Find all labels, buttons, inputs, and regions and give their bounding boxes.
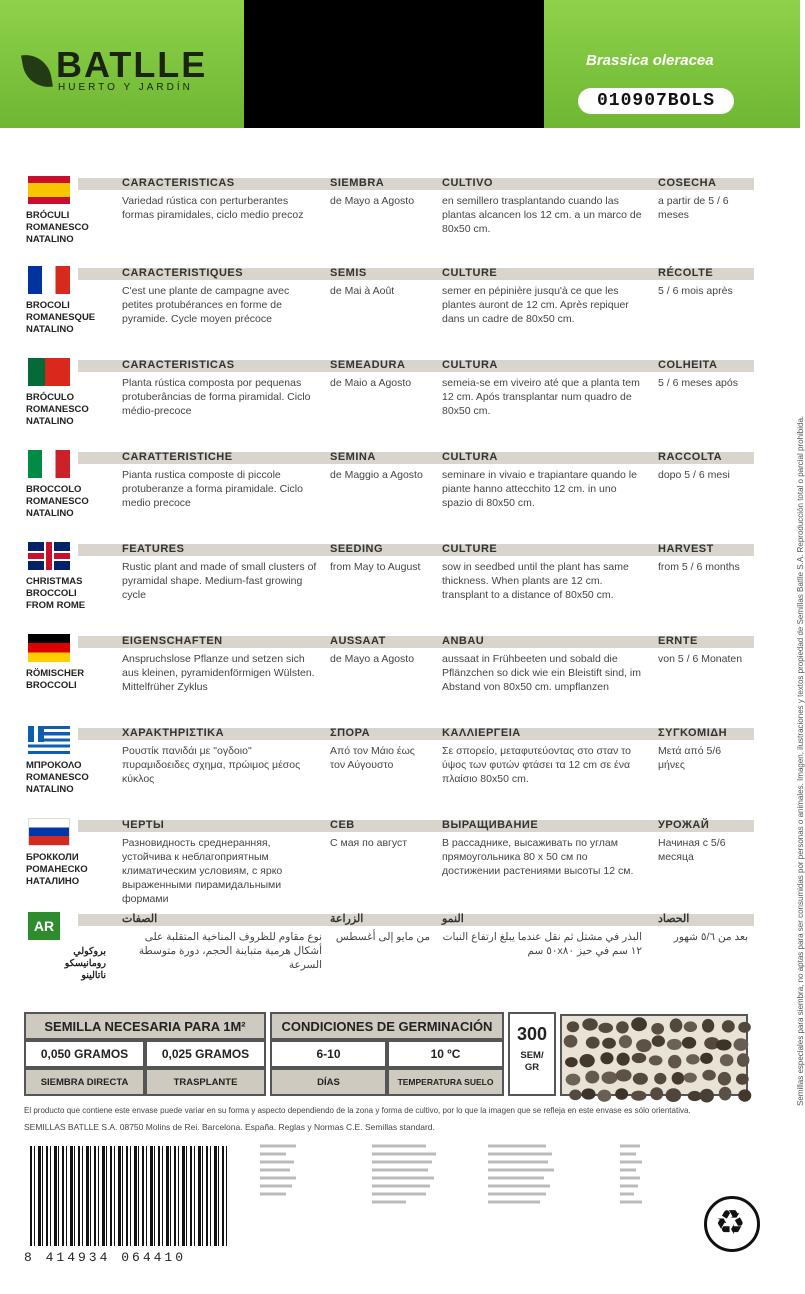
header-banner bbox=[0, 0, 800, 128]
seed bbox=[633, 1073, 648, 1085]
seed bbox=[688, 1091, 702, 1101]
seed bbox=[600, 1052, 613, 1064]
seed bbox=[567, 1021, 579, 1032]
cultivation-heading: CULTURA bbox=[442, 359, 498, 371]
variety-name-line: BRÓCULO bbox=[26, 392, 75, 403]
seeds-count: 300 bbox=[516, 1024, 548, 1044]
variety-name-line: رومانيسكو bbox=[64, 958, 106, 969]
disclaimer-text: El producto que contiene este envase puede variar en su forma y aspecto dependiendo de la zona y forma de cultivo, por lo que la imagen que se refleja en este envase es sólo orientativa. bbox=[24, 1106, 691, 1115]
characteristics-text: Разновидность среднеранняя, устойчива к неблагоприятным климатическим условиям, с ярко выраженными пирамидальными формами bbox=[122, 837, 283, 905]
sowing-heading: SIEMBRA bbox=[330, 177, 385, 189]
variety-name-line: NATALINO bbox=[26, 784, 74, 795]
seed bbox=[598, 1023, 613, 1033]
variety-name-line: BROCOLI bbox=[26, 300, 70, 311]
seed bbox=[719, 1087, 732, 1101]
sowing-heading: SEMEADURA bbox=[330, 359, 406, 371]
variety-name bbox=[26, 484, 106, 520]
harvest-heading: ΣΥΓΚΟΜΙΔΗ bbox=[658, 727, 728, 739]
seed bbox=[722, 1020, 735, 1032]
characteristics-text: Rustic plant and made of small clusters of pyramidal shape. Medium-fast growing cycle bbox=[122, 561, 317, 601]
variety-name-line: ROMANESCO bbox=[26, 496, 89, 507]
harvest-heading: УРОЖАЙ bbox=[658, 819, 710, 831]
characteristics-heading: CARACTERISTICAS bbox=[122, 359, 235, 371]
seed bbox=[565, 1057, 578, 1067]
transplant-grams: 0,025 GRAMOS bbox=[161, 1047, 250, 1061]
variety-name-line: NATALINO bbox=[26, 416, 74, 427]
harvest-text: بعد من ٥/٦ شهور bbox=[673, 931, 748, 943]
days-label: DÍAS bbox=[317, 1077, 340, 1088]
characteristics-text: Ρουστίκ πανιδάι με "ογδοιο" πυραμιδοειδες σχημα, πρώιμος μέσος κύκλος bbox=[122, 745, 301, 785]
flag-es-icon bbox=[28, 176, 70, 204]
variety-name-line: NATALINO bbox=[26, 508, 74, 519]
seed bbox=[670, 1018, 683, 1032]
variety-name bbox=[26, 852, 106, 888]
language-block-ru bbox=[24, 818, 754, 906]
flag-ar-icon: AR bbox=[28, 912, 60, 940]
cultivation-heading: ANBAU bbox=[442, 635, 485, 647]
variety-name-line: РОМАНЕСКО bbox=[26, 864, 88, 875]
variety-name-line: بروكولي bbox=[73, 946, 106, 957]
variety-name-line: ΜΠΡΟΚΟΛΟ bbox=[26, 760, 82, 771]
seed bbox=[597, 1090, 611, 1102]
cultivation-heading: النمو bbox=[442, 913, 464, 925]
direct-sowing-label: SIEMBRA DIRECTA bbox=[40, 1077, 129, 1088]
flag-fr-icon bbox=[28, 266, 70, 294]
seed bbox=[672, 1072, 685, 1085]
language-block-gb bbox=[24, 542, 754, 630]
seed-needed-title: SEMILLA NECESARIA PARA 1M² bbox=[44, 1019, 246, 1034]
harvest-heading: RACCOLTA bbox=[658, 451, 723, 463]
seed bbox=[586, 1037, 600, 1049]
harvest-text: Μετά από 5/6 μήνες bbox=[658, 745, 722, 771]
characteristics-heading: الصفات bbox=[122, 913, 158, 925]
seed bbox=[616, 1069, 632, 1081]
green-dot-recycle-icon: ♻ bbox=[704, 1196, 760, 1252]
variety-name-line: ROMANESCO bbox=[26, 404, 89, 415]
variety-name-line: НАТАЛИНО bbox=[26, 876, 80, 887]
sowing-text: С мая по август bbox=[330, 837, 408, 849]
variety-name-line: ROMANESCO bbox=[26, 772, 89, 783]
characteristics-heading: CARACTERISTICAS bbox=[122, 177, 235, 189]
variety-name-line: BROCCOLI bbox=[26, 680, 77, 691]
characteristics-text: Pianta rustica composte di piccole protuberanze a forma piramidale. Ciclo medio precoce bbox=[122, 469, 303, 509]
seed bbox=[582, 1018, 598, 1030]
sowing-text: Από τον Μάιο έως τον Αύγουστο bbox=[330, 745, 415, 771]
cultivation-heading: ΚΑΛΛΙΕΡΓΕΙΑ bbox=[442, 727, 521, 739]
seed bbox=[654, 1073, 666, 1084]
sowing-heading: SEEDING bbox=[330, 543, 384, 555]
language-block-gr bbox=[24, 726, 754, 814]
cultivation-heading: CULTURA bbox=[442, 451, 498, 463]
characteristics-heading: ЧЕРТЫ bbox=[122, 819, 165, 831]
variety-name-line: FROM ROME bbox=[26, 600, 86, 611]
variety-name bbox=[26, 668, 106, 692]
seed bbox=[684, 1073, 697, 1083]
seed bbox=[649, 1055, 663, 1065]
sowing-heading: AUSSAAT bbox=[330, 635, 386, 647]
characteristics-heading: CARACTERISTIQUES bbox=[122, 267, 244, 279]
cultivation-heading: CULTIVO bbox=[442, 177, 493, 189]
harvest-heading: COSECHA bbox=[658, 177, 717, 189]
variety-name-line: ناتالينو bbox=[81, 970, 106, 981]
seed bbox=[636, 1039, 651, 1052]
variety-name-line: RÖMISCHER bbox=[26, 668, 85, 679]
seed bbox=[700, 1089, 714, 1103]
flag-pt-icon bbox=[28, 358, 70, 386]
seed bbox=[718, 1072, 731, 1086]
variety-name-line: NATALINO bbox=[26, 324, 74, 335]
seed bbox=[579, 1054, 594, 1067]
language-block-ar bbox=[24, 912, 754, 1000]
brand-name: BATLLE bbox=[56, 44, 208, 85]
seed bbox=[564, 1035, 578, 1048]
language-block-de bbox=[24, 634, 754, 722]
barcode-number: 8 414934 064410 bbox=[24, 1250, 187, 1265]
seed bbox=[666, 1088, 682, 1102]
seed bbox=[650, 1087, 663, 1100]
seed bbox=[632, 1053, 646, 1063]
seed bbox=[738, 1022, 751, 1033]
cultivation-heading: ВЫРАЩИВАНИЕ bbox=[442, 819, 539, 831]
characteristics-text: C'est une plante de campagne avec petites protubérances en forme de pyramide. Cycle moyen précoce bbox=[122, 285, 290, 325]
flag-it-icon bbox=[28, 450, 70, 478]
sowing-text: de Mai à Août bbox=[330, 285, 395, 297]
seed bbox=[569, 1090, 581, 1101]
harvest-heading: COLHEITA bbox=[658, 359, 718, 371]
barcode-bars bbox=[30, 1146, 230, 1246]
seed bbox=[631, 1017, 647, 1031]
seed bbox=[668, 1055, 681, 1069]
leaf-icon bbox=[21, 51, 53, 91]
cultivation-text: aussaat in Frühbeeten und sobald die Pflänzchen so dick wie ein Bleistift sind, im Abstand von 80x50 cm. umpflanzen bbox=[442, 653, 642, 693]
cultivation-text: en semillero trasplantando cuando las plantas alcancen los 12 cm. a un marco de 80x50 cm. bbox=[442, 195, 642, 235]
seed bbox=[738, 1089, 751, 1101]
cultivation-text: seminare in vivaio e trapiantare quando le piante hanno attecchito 12 cm. in uno spazio di 80x50 cm. bbox=[442, 469, 637, 509]
sowing-heading: SEMIS bbox=[330, 267, 367, 279]
seed bbox=[720, 1054, 734, 1066]
variety-name-line: CHRISTMAS bbox=[26, 576, 83, 587]
direct-sowing-grams: 0,050 GRAMOS bbox=[40, 1047, 129, 1061]
conditions-title: CONDICIONES DE GERMINACIÓN bbox=[281, 1019, 493, 1034]
harvest-heading: ERNTE bbox=[658, 635, 698, 647]
brand-subtitle: HUERTO Y JARDÍN bbox=[58, 82, 193, 93]
characteristics-heading: FEATURES bbox=[122, 543, 185, 555]
soil-temperature: 10 ºC bbox=[430, 1047, 461, 1061]
variety-name bbox=[26, 760, 106, 796]
cultivation-text: Σε σπορείο, μεταφυτεύοντας στο σταν το ύψος των φυτών φτάσει τα 12 cm σε ένα πλαίσιο 80x50 cm. bbox=[442, 745, 632, 785]
language-block-it bbox=[24, 450, 754, 538]
seed bbox=[702, 1070, 716, 1081]
characteristics-heading: CARATTERISTICHE bbox=[122, 451, 233, 463]
variety-name bbox=[26, 392, 106, 428]
packet-window bbox=[244, 0, 544, 128]
harvest-text: from 5 / 6 months bbox=[658, 561, 740, 573]
seed bbox=[581, 1088, 595, 1099]
cultivation-text: В рассаднике, высаживать по углам прямоугольника 80 х 50 см по достижении растениями высоты 12 см. bbox=[442, 837, 634, 877]
seed bbox=[716, 1039, 732, 1050]
seed bbox=[617, 1053, 630, 1066]
characteristics-text: Variedad rústica con perturberantes formas piramidales, ciclo medio precoz bbox=[122, 195, 304, 221]
sowing-text: de Maggio a Agosto bbox=[330, 469, 423, 481]
cultivation-heading: CULTURE bbox=[442, 267, 498, 279]
cultivation-text: البذر في مشتل ثم نقل عندما يبلغ ارتفاع النبات ١٢ سم في حيز ٥٠x٨٠ سم bbox=[442, 931, 642, 957]
seeds-photo bbox=[560, 1014, 748, 1096]
seed bbox=[566, 1074, 581, 1086]
seeds-unit-1: SEM/ bbox=[520, 1050, 544, 1061]
variety-name-line: NATALINO bbox=[26, 234, 74, 245]
harvest-text: 5 / 6 meses após bbox=[658, 377, 738, 389]
cultivation-text: sow in seedbed until the plant has same thickness. When plants are 12 cm. transplant to a distance of 80x50 cm. bbox=[442, 561, 629, 601]
seed bbox=[736, 1073, 749, 1084]
cultivation-heading: CULTURE bbox=[442, 543, 498, 555]
seed bbox=[652, 1035, 665, 1046]
seed bbox=[667, 1039, 682, 1050]
lot-info-lines bbox=[256, 1142, 676, 1216]
seed bbox=[686, 1054, 699, 1064]
harvest-heading: الحصاد bbox=[658, 913, 690, 925]
flag-gb-icon bbox=[28, 542, 70, 570]
product-code: 010907BOLS bbox=[578, 88, 734, 114]
sowing-heading: ΣΠΟΡΑ bbox=[330, 727, 371, 739]
flag-de-icon bbox=[28, 634, 70, 662]
seed bbox=[585, 1071, 599, 1084]
seed bbox=[682, 1037, 696, 1049]
flag-ru-icon bbox=[28, 818, 70, 846]
species-name: Brassica oleracea bbox=[586, 52, 714, 69]
heading-bar bbox=[78, 820, 754, 832]
seed bbox=[602, 1038, 616, 1049]
harvest-text: Начиная с 5/6 месяца bbox=[658, 837, 726, 863]
variety-name bbox=[26, 576, 106, 612]
characteristics-text: Planta rústica composta por pequenas protuberâncias de forma piramidal. Ciclo médio-precoce bbox=[122, 377, 311, 417]
sowing-text: de Maio a Agosto bbox=[330, 377, 412, 389]
harvest-text: dopo 5 / 6 mesi bbox=[658, 469, 730, 481]
characteristics-text: Anspruchslose Pflanze und setzen sich aus kleinen, pyramidenförmigen Wülsten. Mittelfrüher Zyklus bbox=[122, 653, 315, 693]
seed bbox=[651, 1023, 664, 1035]
seed bbox=[615, 1088, 628, 1100]
seed bbox=[702, 1019, 714, 1033]
harvest-heading: RÉCOLTE bbox=[658, 267, 714, 279]
variety-name bbox=[26, 946, 106, 982]
harvest-text: 5 / 6 mois après bbox=[658, 285, 733, 297]
sowing-text: de Mayo a Agosto bbox=[330, 653, 415, 665]
side-legal-text: Semillas especiales para siembra, no aptas para ser consumidas por personas o animales. Imagen, ilustraciones y textos propiedad de Semillas Batlle S.A. Reproducción total o parcial prohibida. bbox=[796, 415, 805, 1106]
seed bbox=[631, 1091, 646, 1101]
sowing-heading: الزراعة bbox=[330, 913, 364, 925]
cultivation-text: semer en pépinière jusqu'à ce que les plantes auront de 12 cm. Après repiquer dans un cadre de 80x50 cm. bbox=[442, 285, 629, 325]
variety-name bbox=[26, 300, 106, 336]
seed bbox=[737, 1053, 749, 1067]
cultivation-text: semeia-se em viveiro até que a planta tem 12 cm. Após transplantar num quadro de 80x50 cm. bbox=[442, 377, 640, 417]
harvest-text: von 5 / 6 Monaten bbox=[658, 653, 743, 665]
variety-name-line: БРОККОЛИ bbox=[26, 852, 79, 863]
seed bbox=[619, 1035, 632, 1048]
characteristics-heading: EIGENSCHAFTEN bbox=[122, 635, 223, 647]
harvest-text: a partir de 5 / 6 meses bbox=[658, 195, 729, 221]
characteristics-heading: ΧΑΡΑΚΤΗΡΙΣΤΙΚΑ bbox=[122, 727, 225, 739]
sowing-text: from May to August bbox=[330, 561, 421, 573]
language-block-es bbox=[24, 176, 754, 264]
sowing-text: من مايو إلى أغسطس bbox=[335, 931, 430, 943]
variety-name-line: ROMANESCO bbox=[26, 222, 89, 233]
lot-info-table bbox=[256, 1142, 676, 1216]
heading-bar bbox=[78, 914, 754, 926]
characteristics-text: نوع مقاوم للظروف المناخية المتقلبة على أشكال هرمية متباينة الحجم، دورة متوسطة السرعة bbox=[138, 931, 322, 971]
seed bbox=[734, 1038, 749, 1051]
seed bbox=[616, 1021, 629, 1033]
seed bbox=[684, 1021, 697, 1032]
germination-days: 6-10 bbox=[316, 1047, 341, 1061]
variety-name-line: BRÓCULI bbox=[26, 210, 70, 221]
company-address: SEMILLAS BATLLE S.A. 08750 Molins de Rei. Barcelona. España. Reglas y Normas C.E. Semillas standard. bbox=[24, 1122, 435, 1132]
language-block-pt bbox=[24, 358, 754, 446]
seed bbox=[602, 1071, 618, 1084]
variety-name-line: ROMANESQUE bbox=[26, 312, 96, 323]
barcode bbox=[24, 1146, 236, 1270]
sowing-heading: SEMINA bbox=[330, 451, 376, 463]
variety-name-line: BROCCOLI bbox=[26, 588, 77, 599]
sowing-heading: СЕВ bbox=[330, 819, 355, 831]
batlle-logo bbox=[24, 44, 208, 93]
harvest-heading: HARVEST bbox=[658, 543, 714, 555]
sowing-text: de Mayo a Agosto bbox=[330, 195, 415, 207]
variety-name bbox=[26, 210, 106, 246]
transplant-label: TRASPLANTE bbox=[173, 1077, 238, 1088]
flag-gr-icon bbox=[28, 726, 70, 754]
seeds-unit-2: GR bbox=[524, 1062, 540, 1073]
seed bbox=[700, 1053, 713, 1064]
soil-temp-label: TEMPERATURA SUELO bbox=[397, 1077, 494, 1087]
variety-name-line: BROCCOLO bbox=[26, 484, 82, 495]
language-block-fr bbox=[24, 266, 754, 354]
